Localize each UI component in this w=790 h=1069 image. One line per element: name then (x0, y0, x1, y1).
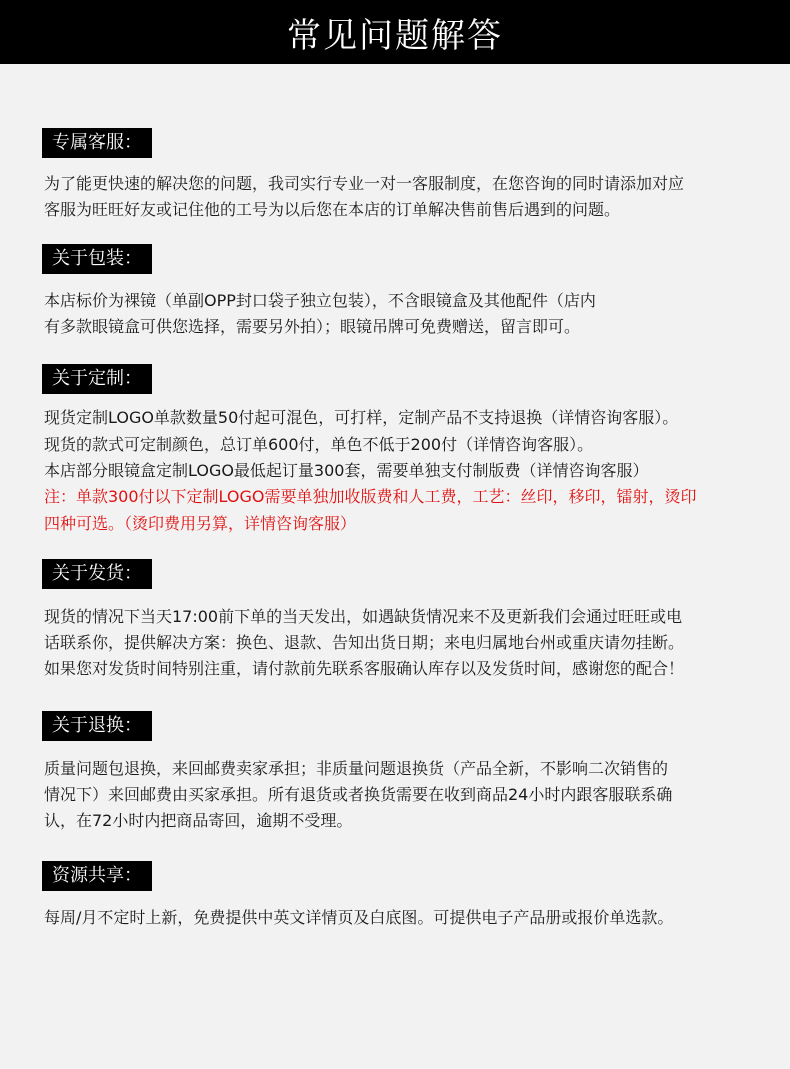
section-text-line: 为了能更快速的解决您的问题，我司实行专业一对一客服制度，在您咨询的同时请添加对应 (44, 174, 685, 193)
section-text-line: 情况下）来回邮费由买家承担。所有退货或者换货需要在收到商品24小时内跟客服联系确 (44, 785, 673, 804)
section-note-line: 注：单款300付以下定制LOGO需要单独加收版费和人工费，工艺：丝印，移印，镭射，烫印 (44, 487, 697, 506)
section-heading-returns: 关于退换： (42, 711, 152, 741)
section-text-line: 每周/月不定时上新，免费提供中英文详情页及白底图。可提供电子产品册或报价单选款。 (44, 908, 674, 927)
section-heading-customization: 关于定制： (42, 364, 152, 394)
section-heading-shipping: 关于发货： (42, 559, 152, 589)
section-text-line: 客服为旺旺好友或记住他的工号为以后您在本店的订单解决售前售后遇到的问题。 (44, 200, 621, 219)
section-text-line: 话联系你，提供解决方案：换色、退款、告知出货日期；来电归属地台州或重庆请勿挂断。 (44, 633, 685, 652)
section-text-line: 质量问题包退换，来回邮费卖家承担；非质量问题退换货（产品全新，不影响二次销售的 (44, 759, 669, 778)
section-heading-packaging: 关于包装： (42, 244, 152, 274)
section-text-line: 现货的情况下当天17:00前下单的当天发出，如遇缺货情况来不及更新我们会通过旺旺或电 (44, 607, 683, 626)
section-heading-customer-service: 专属客服： (42, 128, 152, 158)
page-title-banner (0, 0, 790, 64)
page-title: 常见问题解答 (287, 15, 503, 56)
section-text-line: 本店标价为裸镜（单副OPP封口袋子独立包装），不含眼镜盒及其他配件（店内 (44, 291, 596, 310)
section-heading-resource-sharing: 资源共享： (42, 861, 152, 891)
section-text-line: 现货定制LOGO单款数量50付起可混色，可打样，定制产品不支持退换（详情咨询客服）。 (44, 408, 679, 427)
section-text-line: 如果您对发货时间特别注重，请付款前先联系客服确认库存以及发货时间，感谢您的配合！ (44, 659, 685, 678)
section-text-line: 认，在72小时内把商品寄回，逾期不受理。 (44, 811, 353, 830)
section-note-line: 四种可选。（烫印费用另算，详情咨询客服） (44, 514, 357, 533)
section-text-line: 有多款眼镜盒可供您选择，需要另外拍）；眼镜吊牌可免费赠送，留言即可。 (44, 317, 581, 336)
section-text-line: 现货的款式可定制颜色，总订单600付，单色不低于200付（详情咨询客服）。 (44, 435, 594, 454)
section-text-line: 本店部分眼镜盒定制LOGO最低起订量300套，需要单独支付制版费（详情咨询客服） (44, 461, 649, 480)
